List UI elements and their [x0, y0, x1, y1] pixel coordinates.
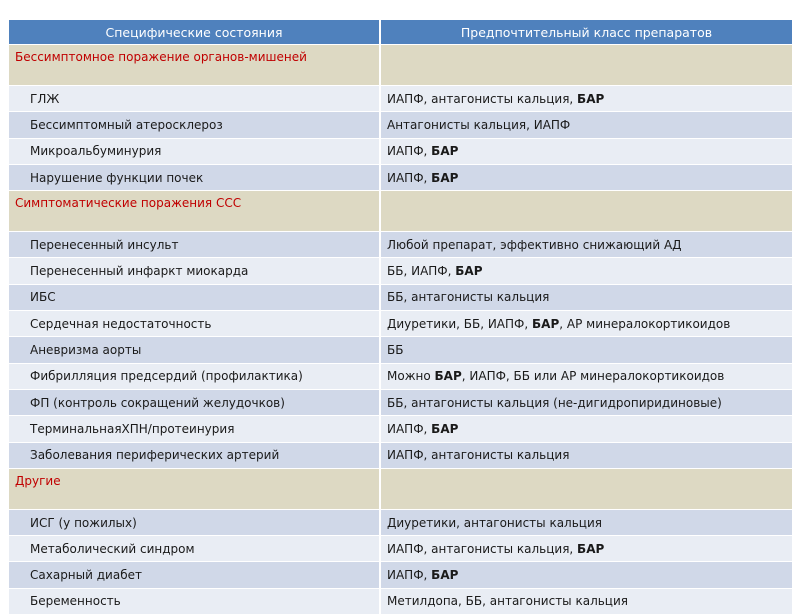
- table-row: [9, 258, 792, 284]
- drug-text-tail: , ИАПФ, ББ или АР минералокортикоидов: [462, 369, 725, 383]
- table-row: [9, 311, 792, 337]
- drug-text: ББ, антагонисты кальция: [387, 290, 549, 304]
- drug-emphasis: БАР: [435, 369, 462, 383]
- drug-text: ИАПФ,: [387, 422, 431, 436]
- drug-text: ИАПФ,: [387, 171, 431, 185]
- table-row: [9, 389, 792, 415]
- drug-class-cell: [380, 337, 792, 363]
- drug-text: ББ, ИАПФ,: [387, 264, 455, 278]
- condition-cell: ИСГ (у пожилых): [9, 509, 380, 535]
- drug-text: Диуретики, ББ, ИАПФ,: [387, 317, 532, 331]
- drug-class-cell: [380, 86, 792, 112]
- condition-cell: ИБС: [9, 284, 380, 310]
- table-body: [9, 45, 792, 614]
- table-row: [9, 284, 792, 310]
- table-row: [9, 112, 792, 138]
- condition-cell: Метаболический синдром: [9, 536, 380, 562]
- condition-cell: Микроальбуминурия: [9, 138, 380, 164]
- table-row: [9, 337, 792, 363]
- drug-text: ИАПФ, антагонисты кальция,: [387, 542, 577, 556]
- drug-class-cell: [380, 284, 792, 310]
- table-row: [9, 562, 792, 588]
- drug-emphasis: БАР: [577, 92, 604, 106]
- drug-emphasis: БАР: [431, 144, 458, 158]
- drug-emphasis: БАР: [532, 317, 559, 331]
- drug-emphasis: БАР: [577, 542, 604, 556]
- drug-emphasis: БАР: [431, 568, 458, 582]
- table-row: [9, 536, 792, 562]
- drug-text: ИАПФ,: [387, 568, 431, 582]
- drug-text: ББ, антагонисты кальция (не-дигидропиридиновые): [387, 396, 722, 410]
- drug-class-cell: [380, 509, 792, 535]
- drug-class-cell: [380, 442, 792, 468]
- condition-cell: Фибрилляция предсердий (профилактика): [9, 363, 380, 389]
- table-row: [9, 509, 792, 535]
- drug-text: Диуретики, антагонисты кальция: [387, 516, 602, 530]
- drug-text: ИАПФ,: [387, 144, 431, 158]
- condition-cell: Аневризма аорты: [9, 337, 380, 363]
- condition-cell: Сердечная недостаточность: [9, 311, 380, 337]
- column-header-drug-class: Предпочтительный класс препаратов: [380, 20, 792, 45]
- drug-text: ИАПФ, антагонисты кальция: [387, 448, 569, 462]
- table-row: [9, 416, 792, 442]
- table-row: [9, 164, 792, 190]
- section-empty-cell: [380, 191, 792, 232]
- condition-cell: Бессимптомный атеросклероз: [9, 112, 380, 138]
- drug-class-cell: [380, 588, 792, 614]
- drug-emphasis: БАР: [455, 264, 482, 278]
- column-header-conditions: Специфические состояния: [9, 20, 380, 45]
- condition-cell: Перенесенный инсульт: [9, 232, 380, 258]
- table-row: [9, 86, 792, 112]
- drug-class-cell: [380, 258, 792, 284]
- section-empty-cell: [380, 468, 792, 509]
- condition-cell: Перенесенный инфаркт миокарда: [9, 258, 380, 284]
- drug-text: ИАПФ, антагонисты кальция,: [387, 92, 577, 106]
- drug-text: Метилдопа, ББ, антагонисты кальция: [387, 594, 628, 608]
- drug-class-cell: [380, 536, 792, 562]
- table-row: [9, 588, 792, 614]
- section-title: Симптоматические поражения ССС: [9, 191, 380, 232]
- condition-cell: Заболевания периферических артерий: [9, 442, 380, 468]
- drug-class-cell: [380, 112, 792, 138]
- condition-cell: Сахарный диабет: [9, 562, 380, 588]
- treatment-table: [9, 20, 792, 614]
- drug-class-cell: [380, 164, 792, 190]
- table-row: [9, 232, 792, 258]
- drug-text: Любой препарат, эффективно снижающий АД: [387, 238, 682, 252]
- drug-class-cell: [380, 363, 792, 389]
- drug-emphasis: БАР: [431, 422, 458, 436]
- drug-class-cell: [380, 232, 792, 258]
- drug-text: Антагонисты кальция, ИАПФ: [387, 118, 570, 132]
- condition-cell: Нарушение функции почек: [9, 164, 380, 190]
- drug-class-cell: [380, 416, 792, 442]
- drug-emphasis: БАР: [431, 171, 458, 185]
- table-header-row: [9, 20, 792, 45]
- condition-cell: ТерминальнаяХПН/протеинурия: [9, 416, 380, 442]
- condition-cell: ФП (контроль сокращений желудочков): [9, 389, 380, 415]
- drug-class-cell: [380, 562, 792, 588]
- table-row: [9, 138, 792, 164]
- table-row: [9, 442, 792, 468]
- drug-class-cell: [380, 389, 792, 415]
- condition-cell: ГЛЖ: [9, 86, 380, 112]
- drug-class-cell: [380, 138, 792, 164]
- drug-text: Можно: [387, 369, 435, 383]
- section-empty-cell: [380, 45, 792, 86]
- section-row: [9, 45, 792, 86]
- drug-text-tail: , АР минералокортикоидов: [559, 317, 730, 331]
- section-row: [9, 468, 792, 509]
- condition-cell: Беременность: [9, 588, 380, 614]
- section-title: Бессимптомное поражение органов-мишеней: [9, 45, 380, 86]
- section-title: Другие: [9, 468, 380, 509]
- section-row: [9, 191, 792, 232]
- drug-text: ББ: [387, 343, 403, 357]
- drug-class-cell: [380, 311, 792, 337]
- table-row: [9, 363, 792, 389]
